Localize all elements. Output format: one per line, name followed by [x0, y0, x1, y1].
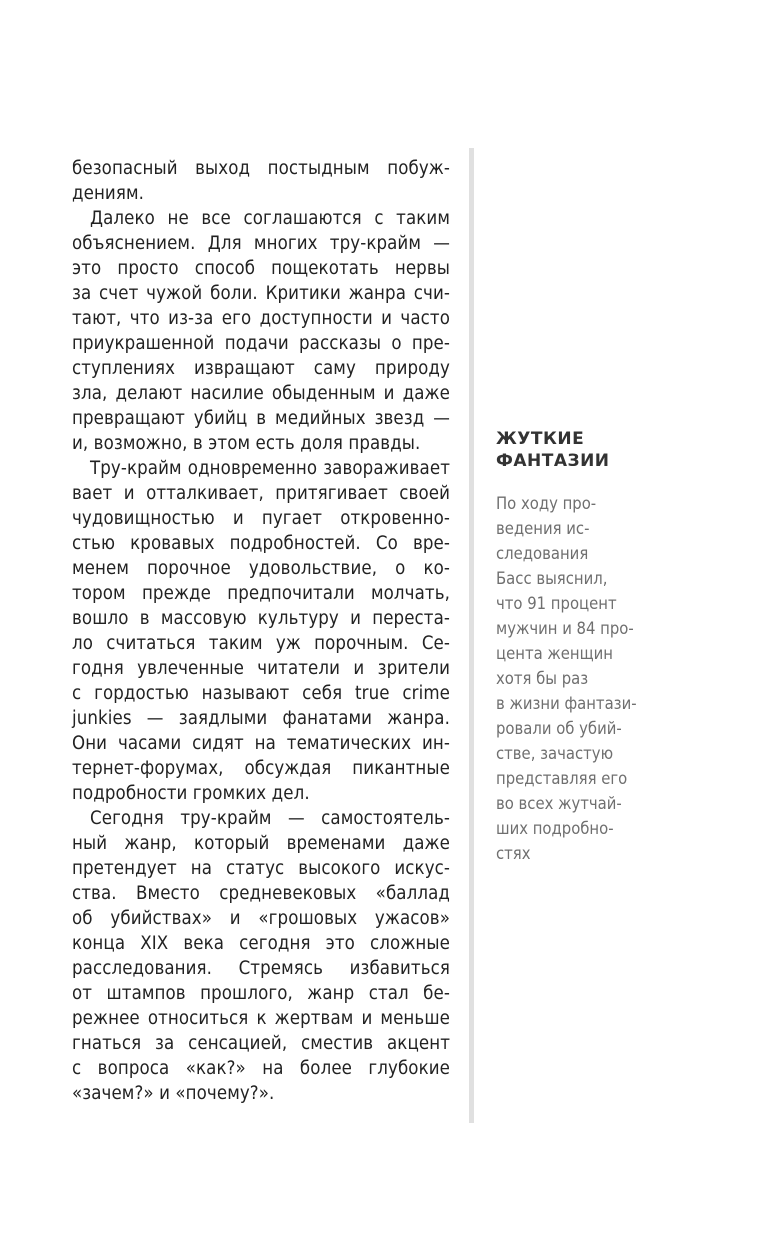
paragraph-line: тором прежде предпочитали молчать, — [72, 583, 450, 604]
paragraph-line: Они часами сидят на тематических ин- — [72, 733, 450, 754]
paragraph-line: тернет-форумах, обсуждая пикантные — [72, 758, 450, 779]
sidebar-line: ших подробно- — [496, 819, 614, 838]
sidebar-line: ровали об убий- — [496, 719, 622, 738]
paragraph-line: чудовищностью и пугает откровенно- — [72, 508, 450, 529]
paragraph-line: и, возможно, в этом есть доля правды. — [72, 433, 421, 454]
paragraph-line: объяснением. Для многих тру-крайм — — [72, 233, 450, 254]
sidebar-line: представляя его — [496, 769, 628, 788]
paragraph-line: менем порочное удовольствие, о ко- — [72, 558, 450, 579]
paragraph-line: ло считаться таким уж порочным. Се- — [72, 633, 450, 654]
sidebar-line: стве, зачастую — [496, 744, 614, 763]
paragraph-line: это просто способ пощекотать нервы — [72, 258, 450, 279]
main-text-column — [72, 156, 450, 1106]
sidebar-note — [496, 428, 664, 866]
paragraph-line: Сегодня тру-крайм — самостоятель- — [90, 808, 450, 829]
paragraph-line: безопасный выход постыдным побуж- — [72, 158, 450, 179]
paragraph-line: зла, делают насилие обыденным и даже — [72, 383, 450, 404]
sidebar-line: Басс выяснил, — [496, 569, 608, 588]
sidebar-divider — [469, 148, 474, 1123]
sidebar-line: По ходу про- — [496, 494, 597, 513]
sidebar-line: в жизни фантази- — [496, 694, 637, 713]
paragraph-line: с гордостью называют себя true crime — [72, 683, 450, 704]
sidebar-line: стях — [496, 844, 531, 863]
sidebar-line: мужчин и 84 про- — [496, 619, 634, 638]
sidebar-title — [496, 428, 664, 472]
paragraph-line: «зачем?» и «почему?». — [72, 1083, 275, 1104]
paragraph-line: тают, что из-за его доступности и часто — [72, 308, 450, 329]
sidebar-body — [496, 491, 664, 866]
paragraph-line: режнее относиться к жертвам и меньше — [72, 1008, 450, 1029]
paragraph-line: с вопроса «как?» на более глубокие — [72, 1058, 450, 1079]
paragraph-line: ный жанр, который временами даже — [72, 833, 450, 854]
paragraph-line: дениям. — [72, 183, 144, 204]
paragraph-line: подробности громких дел. — [72, 783, 310, 804]
sidebar-line: хотя бы раз — [496, 669, 589, 688]
paragraph-line: Далеко не все соглашаются с таким — [90, 208, 450, 229]
sidebar-line: что 91 процент — [496, 594, 617, 613]
paragraph-line: Тру-крайм одновременно завораживает — [90, 458, 450, 479]
paragraph-line: претендует на статус высокого искус- — [72, 858, 450, 879]
sidebar-line: во всех жутчай- — [496, 794, 622, 813]
sidebar-title-line: ФАНТАЗИИ — [496, 451, 610, 471]
paragraph-line: стью кровавых подробностей. Со вре- — [72, 533, 450, 554]
paragraph-line: вает и отталкивает, притягивает своей — [72, 483, 450, 504]
sidebar-line: следования — [496, 544, 589, 563]
paragraph-line: от штампов прошлого, жанр стал бе- — [72, 983, 450, 1004]
paragraph-line: ства. Вместо средневековых «баллад — [72, 883, 450, 904]
sidebar-line: ведения ис- — [496, 519, 590, 538]
paragraph-line: превращают убийц в медийных звезд — — [72, 408, 450, 429]
paragraph-line: конца XIX века сегодня это сложные — [72, 933, 450, 954]
paragraph-line: за счет чужой боли. Критики жанра счи- — [72, 283, 450, 304]
paragraph-line: junkies — заядлыми фанатами жанра. — [72, 708, 450, 729]
paragraph-line: вошло в массовую культуру и переста- — [72, 608, 450, 629]
paragraph-line: ступлениях извращают саму природу — [72, 358, 450, 379]
paragraph-line: гнаться за сенсацией, сместив акцент — [72, 1033, 450, 1054]
paragraph-line: расследования. Стремясь избавиться — [72, 958, 450, 979]
paragraph-line: приукрашенной подачи рассказы о пре- — [72, 333, 450, 354]
paragraph-line: об убийствах» и «грошовых ужасов» — [72, 908, 450, 929]
sidebar-title-line: ЖУТКИЕ — [496, 429, 585, 449]
sidebar-line: цента женщин — [496, 644, 613, 663]
paragraph-line: годня увлеченные читатели и зрители — [72, 658, 450, 679]
